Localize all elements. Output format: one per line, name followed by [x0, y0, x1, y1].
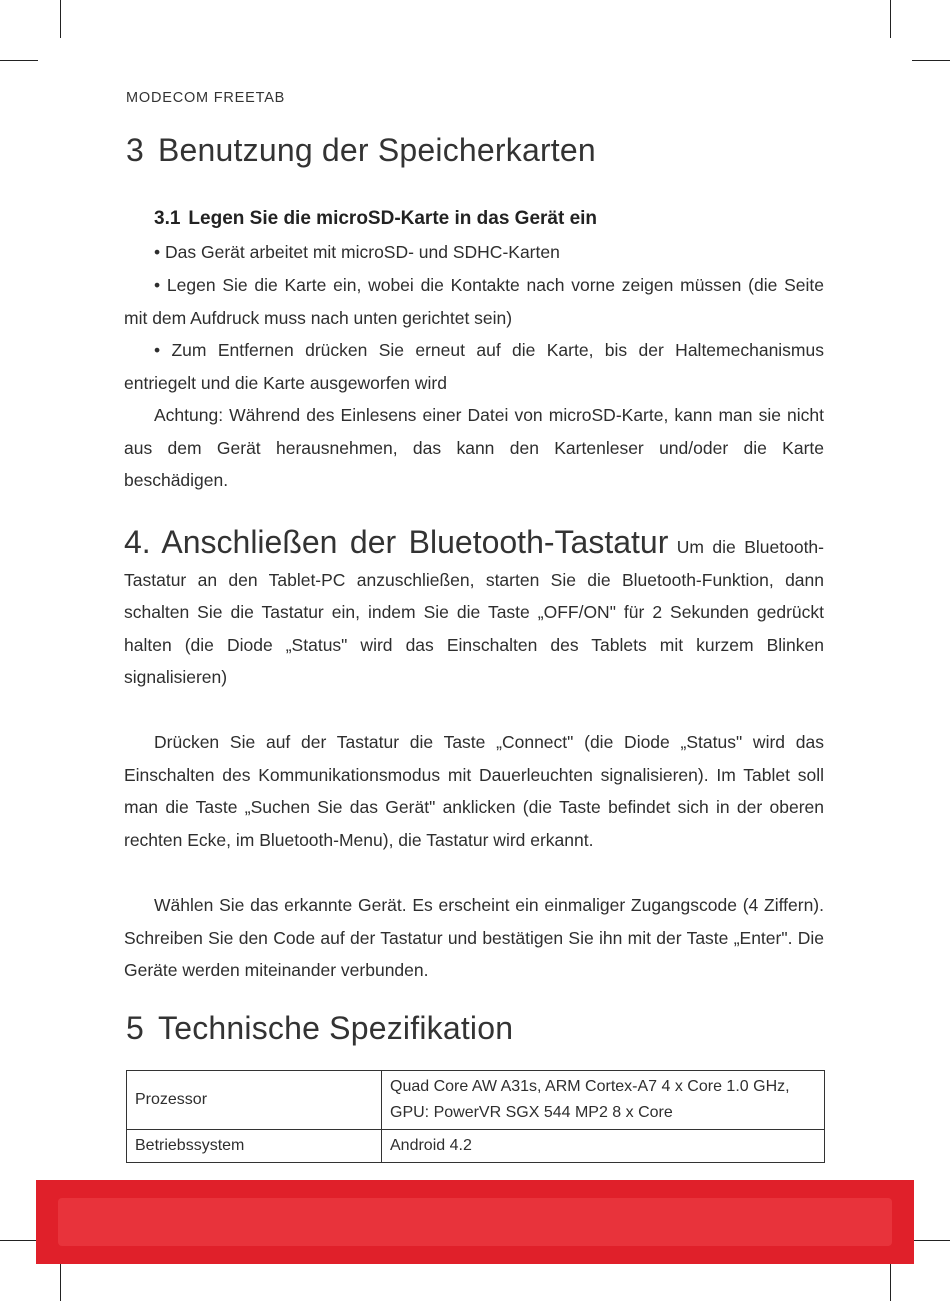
paragraph: • Zum Entfernen drücken Sie erneut auf die Karte, bis der Haltemechanismus entriegelt und die Karte ausgeworfen wird [124, 340, 824, 393]
paragraph: Achtung: Während des Einlesens einer Datei von microSD-Karte, kann man sie nicht aus dem Gerät herausnehmen, das kann den Kartenleser und/oder die Karte beschädigen. [124, 405, 824, 490]
section-5-title: Technische Spezifikation [158, 1010, 514, 1046]
crop-mark [890, 1262, 891, 1301]
footer-accent-band [36, 1180, 914, 1264]
footer-accent-inner [58, 1198, 892, 1246]
spec-table [126, 1070, 825, 1163]
spec-key: Prozessor [127, 1071, 382, 1130]
crop-mark [0, 1240, 38, 1241]
paragraph: Um die Bluetooth-Tastatur an den Tablet-PC anzuschließen, starten Sie die Bluetooth-Funktion, dann schalten Sie die Tastatur ein, indem Sie die Taste „OFF/ON" für 2 Sekunden gedrückt halten (die Diode „Status" wird das Einschalten des Tablets mit kurzem Blinken signalisieren) [124, 537, 824, 687]
crop-mark [890, 0, 891, 38]
section-4-heading: 4. Anschließen der Bluetooth-Tastatur [124, 524, 669, 560]
paragraph: • Das Gerät arbeitet mit microSD- und SDHC-Karten [154, 242, 560, 262]
crop-mark [60, 0, 61, 38]
section-5-number: 5 [126, 1010, 144, 1046]
subsection-3-1-number: 3.1 [154, 208, 181, 229]
paragraph: Drücken Sie auf der Tastatur die Taste „Connect" (die Diode „Status" wird das Einschalten des Kommunikationsmodus mit Dauerleuchten signalisieren). Im Tablet soll man die Taste „Suchen Sie das Gerät" anklicken (die Taste befindet sich in der oberen rechten Ecke, im Bluetooth-Menu), die Tastatur wird erkannt. [124, 732, 824, 850]
paragraph: • Legen Sie die Karte ein, wobei die Kontakte nach vorne zeigen müssen (die Seite mit dem Aufdruck muss nach unten gerichtet sein) [124, 275, 824, 328]
subsection-3-1-heading [154, 208, 597, 230]
table-row [127, 1130, 825, 1163]
section-5-heading [126, 1010, 513, 1047]
paragraph: Wählen Sie das erkannte Gerät. Es erscheint ein einmaliger Zugangscode (4 Ziffern). Schreiben Sie den Code auf der Tastatur und bestätigen Sie ihn mit der Taste „Enter". Die Geräte werden miteinander verbunden. [124, 895, 824, 980]
section-3-heading [126, 132, 596, 169]
spec-value: Android 4.2 [382, 1130, 825, 1163]
section-3-number: 3 [126, 132, 144, 168]
subsection-3-1-title: Legen Sie die microSD-Karte in das Gerät ein [188, 208, 598, 229]
section-4-block [124, 522, 824, 694]
section-3-title: Benutzung der Speicherkarten [158, 132, 596, 168]
crop-mark [912, 1240, 950, 1241]
spec-key: Betriebssystem [127, 1130, 382, 1163]
crop-mark [60, 1262, 61, 1301]
crop-mark [912, 60, 950, 61]
crop-mark [0, 60, 38, 61]
spec-value: Quad Core AW A31s, ARM Cortex-A7 4 x Core 1.0 GHz, GPU: PowerVR SGX 544 MP2 8 x Core [382, 1071, 825, 1130]
table-row [127, 1071, 825, 1130]
running-header: MODECOM FREETAB [126, 90, 286, 106]
